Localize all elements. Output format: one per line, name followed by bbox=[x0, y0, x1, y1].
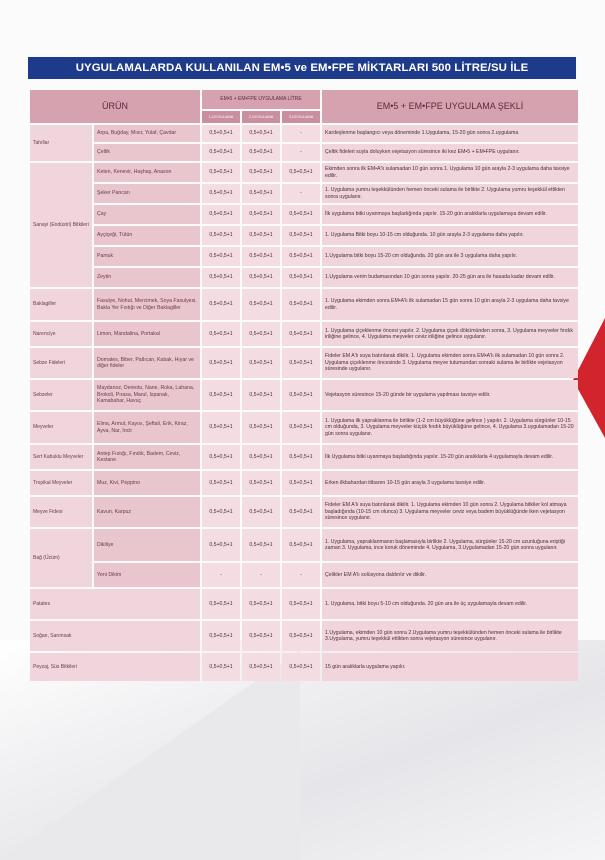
category-cell: Tropikal Meyveler bbox=[30, 471, 92, 495]
dose-2: 0,5+0,5+1 bbox=[242, 322, 280, 346]
product-cell: Muz, Kivi, Peppino bbox=[94, 471, 200, 495]
dose-3: 0,5+0,5+1 bbox=[282, 529, 320, 561]
product-cell: Ayçiçeği, Tütün bbox=[94, 226, 200, 245]
dose-1: 0,5+0,5+1 bbox=[202, 653, 240, 681]
dose-2: 0,5+0,5+1 bbox=[242, 205, 280, 224]
category-cell: Bağ (Üzüm) bbox=[30, 529, 92, 587]
dose-2: 0,5+0,5+1 bbox=[242, 653, 280, 681]
method-cell: Fideler EM A'lı suya batırılarak dikilir. 1. Uygulama ekimden sonra EM•A'lı ilk sulamadan 10 gün sonra 2. Uygulama çiçeklenme öncesinde 3. Uygulama meyve tutumundan sonraki sulama ile birlikte vejetasyon süresinde uygulanır. bbox=[322, 348, 578, 378]
product-cell: Dikiliye bbox=[94, 529, 200, 561]
header-app-1: 1.UYGULAMA bbox=[202, 111, 240, 123]
dose-1: 0,5+0,5+1 bbox=[202, 322, 240, 346]
dose-1: 0,5+0,5+1 bbox=[202, 380, 240, 410]
method-cell: İlk Uygulama bitki uyanmaya başladığında yapılır. 15-20 gün aralıklarla 4 uygulamayla devam edilir. bbox=[322, 445, 578, 469]
dose-1: 0,5+0,5+1 bbox=[202, 445, 240, 469]
dose-1: 0,5+0,5+1 bbox=[202, 529, 240, 561]
dose-1: 0,5+0,5+1 bbox=[202, 589, 240, 619]
dose-1: 0,5+0,5+1 bbox=[202, 163, 240, 182]
dose-3: 0,5+0,5+1 bbox=[282, 348, 320, 378]
product-cell: Pamuk bbox=[94, 247, 200, 266]
dose-2: 0,5+0,5+1 bbox=[242, 412, 280, 443]
dose-1: 0,5+0,5+1 bbox=[202, 412, 240, 443]
dose-2: 0,5+0,5+1 bbox=[242, 163, 280, 182]
dose-2: 0,5+0,5+1 bbox=[242, 445, 280, 469]
dose-2: 0,5+0,5+1 bbox=[242, 268, 280, 287]
dose-3: 0,5+0,5+1 bbox=[282, 247, 320, 266]
header-product: ÜRÜN bbox=[30, 90, 200, 123]
header-amount: EM•5 + EM•FPE UYGULAMA LİTRE bbox=[202, 90, 320, 109]
method-cell: Erken ilkbahardan itibaren 10-15 gün arayla 3 uygulama tavsiye edilir. bbox=[322, 471, 578, 495]
dose-3: 0,5+0,5+1 bbox=[282, 289, 320, 320]
method-cell: 1. Uygulama yumru teşekkülünden hemen önceki sulama ile birlikte 2. Uygulama yumru teşekkül ettikten sonra uygulanır. bbox=[322, 184, 578, 203]
category-cell: Sert Kabuklu Meyveler bbox=[30, 445, 92, 469]
product-cell: Antep Fıstığı, Fındık, Badem, Ceviz, Kestane bbox=[94, 445, 200, 469]
method-cell: Fideler EM A'lı suya batırılarak dikilir. 1. Uygulama ekimden 10 gün sonra 2. Uygulama bitkiler kol atmaya başladığında (10-15 cm olunca) 3. Uygulama meyveler ceviz veya badem büyüklüğünde iken vejetasyon süresince uygulanır. bbox=[322, 497, 578, 527]
dose-3: 0,5+0,5+1 bbox=[282, 589, 320, 619]
page-title: UYGULAMALARDA KULLANILAN EM•5 ve EM•FPE MİKTARLARI 500 LİTRE/SU İLE bbox=[28, 57, 576, 79]
header-app-3: 3.UYGULAMA bbox=[282, 111, 320, 123]
method-cell: Çelikler EM A'lı solüsyona daldırılır ve dikilir. bbox=[322, 563, 578, 587]
product-cell: Keten, Kenevir, Haşhaş, Anason bbox=[94, 163, 200, 182]
dose-3: 0,5+0,5+1 bbox=[282, 412, 320, 443]
dose-3: 0,5+0,5+1 bbox=[282, 497, 320, 527]
method-cell: İlk uygulama bitki uyanmaya başladığında yapılır. 15-20 gün aralıklarla uygulamaya devam edilir. bbox=[322, 205, 578, 224]
method-cell: 1.Uygulama, ekimden 10 gün sonra 2.Uygulama yumru teşekkülünden hemen önceki sulama ile birlikte 3.Uygulama, yumru teşekkül ettikten sonra vejetasyon süresince uygulanır. bbox=[322, 621, 578, 651]
dose-2: 0,5+0,5+1 bbox=[242, 226, 280, 245]
dose-3: 0,5+0,5+1 bbox=[282, 471, 320, 495]
category-cell: Meyveler bbox=[30, 412, 92, 443]
category-cell: Sebzeler bbox=[30, 380, 92, 410]
dose-2: 0,5+0,5+1 bbox=[242, 289, 280, 320]
category-cell: Tahıllar bbox=[30, 125, 92, 161]
method-cell: 1. Uygulama, yapraklanmanın başlamasıyla birlikte 2. Uygulama, sürgünler 15-20 cm uzunluğuna eriştiği zaman 3. Uygulama, ince koruk döneminde 4. Uygulama, 3.Uygulamadan 15-20 gün sonra uygulanır. bbox=[322, 529, 578, 561]
dose-1: 0,5+0,5+1 bbox=[202, 471, 240, 495]
dose-1: 0,5+0,5+1 bbox=[202, 268, 240, 287]
method-cell: 15 gün aralıklarla uygulama yapılır. bbox=[322, 653, 578, 681]
product-cell: Arpa, Buğday, Mısır, Yulaf, Çavdar bbox=[94, 125, 200, 142]
dose-2: 0,5+0,5+1 bbox=[242, 247, 280, 266]
product-cell: Elma, Armut, Kayısı, Şeftali, Erik, Kiraz, Ayva, Nar, İncir bbox=[94, 412, 200, 443]
dose-2: 0,5+0,5+1 bbox=[242, 529, 280, 561]
category-cell: Narenciye bbox=[30, 322, 92, 346]
method-cell: 1. Uygulama ilk yapraklanma ile birlikte (1-2 cm büyüklüğüne gelince ) yapılır. 2. Uygulama sürgünler 10-15 cm olduğunda, 3. Uygulama meyveler küçük fındık büyüklüğüne gelince, 4. Uygulama 3.uygulamadan 15-20 gün sonra uygulanır. bbox=[322, 412, 578, 443]
dose-2: - bbox=[242, 563, 280, 587]
dose-1: 0,5+0,5+1 bbox=[202, 184, 240, 203]
product-cell: Limon, Mandalina, Portakal bbox=[94, 322, 200, 346]
dose-2: 0,5+0,5+1 bbox=[242, 380, 280, 410]
dose-3: 0,5+0,5+1 bbox=[282, 205, 320, 224]
dose-3: - bbox=[282, 184, 320, 203]
product-cell: Çay bbox=[94, 205, 200, 224]
dose-3: 0,5+0,5+1 bbox=[282, 322, 320, 346]
product-cell: Şeker Pancarı bbox=[94, 184, 200, 203]
method-cell: 1. Uygulama, bitki boyu 5-10 cm olduğunda. 20 gün ara ile üç uygulamayla devam edilir. bbox=[322, 589, 578, 619]
category-cell: Patates bbox=[30, 589, 200, 619]
product-cell: Zeytin bbox=[94, 268, 200, 287]
dose-3: 0,5+0,5+1 bbox=[282, 445, 320, 469]
category-cell: Peyzaj, Süs Bitkileri bbox=[30, 653, 200, 681]
dose-2: 0,5+0,5+1 bbox=[242, 589, 280, 619]
method-cell: 1. Uygulama ekimden sonra EM•A'lı ilk sulamadan 15 gün sonra 10 gün arayla 2-3 uygulama daha tavsiye edilir. bbox=[322, 289, 578, 320]
category-cell: Meyve Fidesi bbox=[30, 497, 92, 527]
method-cell: 1. Uygulama Bitki boyu 10-15 cm olduğunda. 10 gün arayla 2-3 uygulama daha yapılır. bbox=[322, 226, 578, 245]
product-cell: Fasulye, Nohut, Mercimek, Soya Fasulyesi, Bakla Yer Fıstığı ve Diğer Baklagiller bbox=[94, 289, 200, 320]
dose-1: 0,5+0,5+1 bbox=[202, 348, 240, 378]
dose-1: 0,5+0,5+1 bbox=[202, 289, 240, 320]
category-cell: Sebze Fideleri bbox=[30, 348, 92, 378]
header-method: EM•5 + EM•FPE UYGULAMA ŞEKLİ bbox=[322, 90, 578, 123]
dose-3: 0,5+0,5+1 bbox=[282, 653, 320, 681]
header-app-2: 2.UYGULAMA bbox=[242, 111, 280, 123]
product-cell: Domates, Biber, Patlıcan, Kabak, Hıyar ve diğer fideler bbox=[94, 348, 200, 378]
application-table bbox=[28, 88, 580, 683]
dose-1: 0,5+0,5+1 bbox=[202, 205, 240, 224]
dose-3: - bbox=[282, 563, 320, 587]
dose-1: 0,5+0,5+1 bbox=[202, 621, 240, 651]
category-cell: Soğan, Sarımsak bbox=[30, 621, 200, 651]
dose-2: 0,5+0,5+1 bbox=[242, 144, 280, 161]
dose-2: 0,5+0,5+1 bbox=[242, 184, 280, 203]
product-cell: Maydanoz, Dereotu, Nane, Roka, Lahana, Brokoli, Pırasa, Marul, Ispanak, Kamabahar, Havuç bbox=[94, 380, 200, 410]
dose-1: 0,5+0,5+1 bbox=[202, 247, 240, 266]
dose-3: - bbox=[282, 125, 320, 142]
dose-2: 0,5+0,5+1 bbox=[242, 497, 280, 527]
dose-1: 0,5+0,5+1 bbox=[202, 144, 240, 161]
product-cell: Yeni Dikim bbox=[94, 563, 200, 587]
dose-3: 0,5+0,5+1 bbox=[282, 163, 320, 182]
product-cell: Kavun, Karpuz bbox=[94, 497, 200, 527]
method-cell: 1.Uygulama verim budamasından 10 gün sonra yapılır. 20-25 gün ara ile hasada kadar devam edilir. bbox=[322, 268, 578, 287]
method-cell: Kardeşlenme başlangıcı veya döneminde 1.Uygulama, 15-20 gün sonra 2.uygulama bbox=[322, 125, 578, 142]
method-cell: 1. Uygulama çiçeklenme öncesi yapılır. 2. Uygulama çiçek dökümünden sonra, 3. Uygulama meyveler fındık iriliğine gelince, 4. Uygulama meyveler ceviz iriliğine gelince uygulanır. bbox=[322, 322, 578, 346]
method-cell: Ekimden sonra ilk EM•A'lı sulamadan 10 gün sonra 1. Uygulama 10 gün arayla 2-3 uygulama daha tavsiye edilir. bbox=[322, 163, 578, 182]
product-cell: Çeltik bbox=[94, 144, 200, 161]
dose-1: - bbox=[202, 563, 240, 587]
category-cell: Sanayi (Endüstri) Bitkileri bbox=[30, 163, 92, 287]
method-cell: 1.Uygulama bitki boyu 15-20 cm olduğunda. 20 gün ara ile 3 uygulama daha yapılır. bbox=[322, 247, 578, 266]
dose-3: 0,5+0,5+1 bbox=[282, 380, 320, 410]
dose-1: 0,5+0,5+1 bbox=[202, 125, 240, 142]
category-cell: Baklagiller bbox=[30, 289, 92, 320]
dose-2: 0,5+0,5+1 bbox=[242, 621, 280, 651]
dose-2: 0,5+0,5+1 bbox=[242, 471, 280, 495]
dose-1: 0,5+0,5+1 bbox=[202, 226, 240, 245]
dose-3: 0,5+0,5+1 bbox=[282, 226, 320, 245]
dose-2: 0,5+0,5+1 bbox=[242, 348, 280, 378]
method-cell: Vejetasyon süresince 15-20 günde bir uygulama yapılması tavsiye edilir. bbox=[322, 380, 578, 410]
dose-1: 0,5+0,5+1 bbox=[202, 497, 240, 527]
method-cell: Çeltik fideleri suyla doluyken vejetasyon süresince iki kez EM•5 + EM•FPE uygulanır. bbox=[322, 144, 578, 161]
dose-2: 0,5+0,5+1 bbox=[242, 125, 280, 142]
dose-3: 0,5+0,5+1 bbox=[282, 268, 320, 287]
dose-3: - bbox=[282, 144, 320, 161]
dose-3: 0,5+0,5+1 bbox=[282, 621, 320, 651]
